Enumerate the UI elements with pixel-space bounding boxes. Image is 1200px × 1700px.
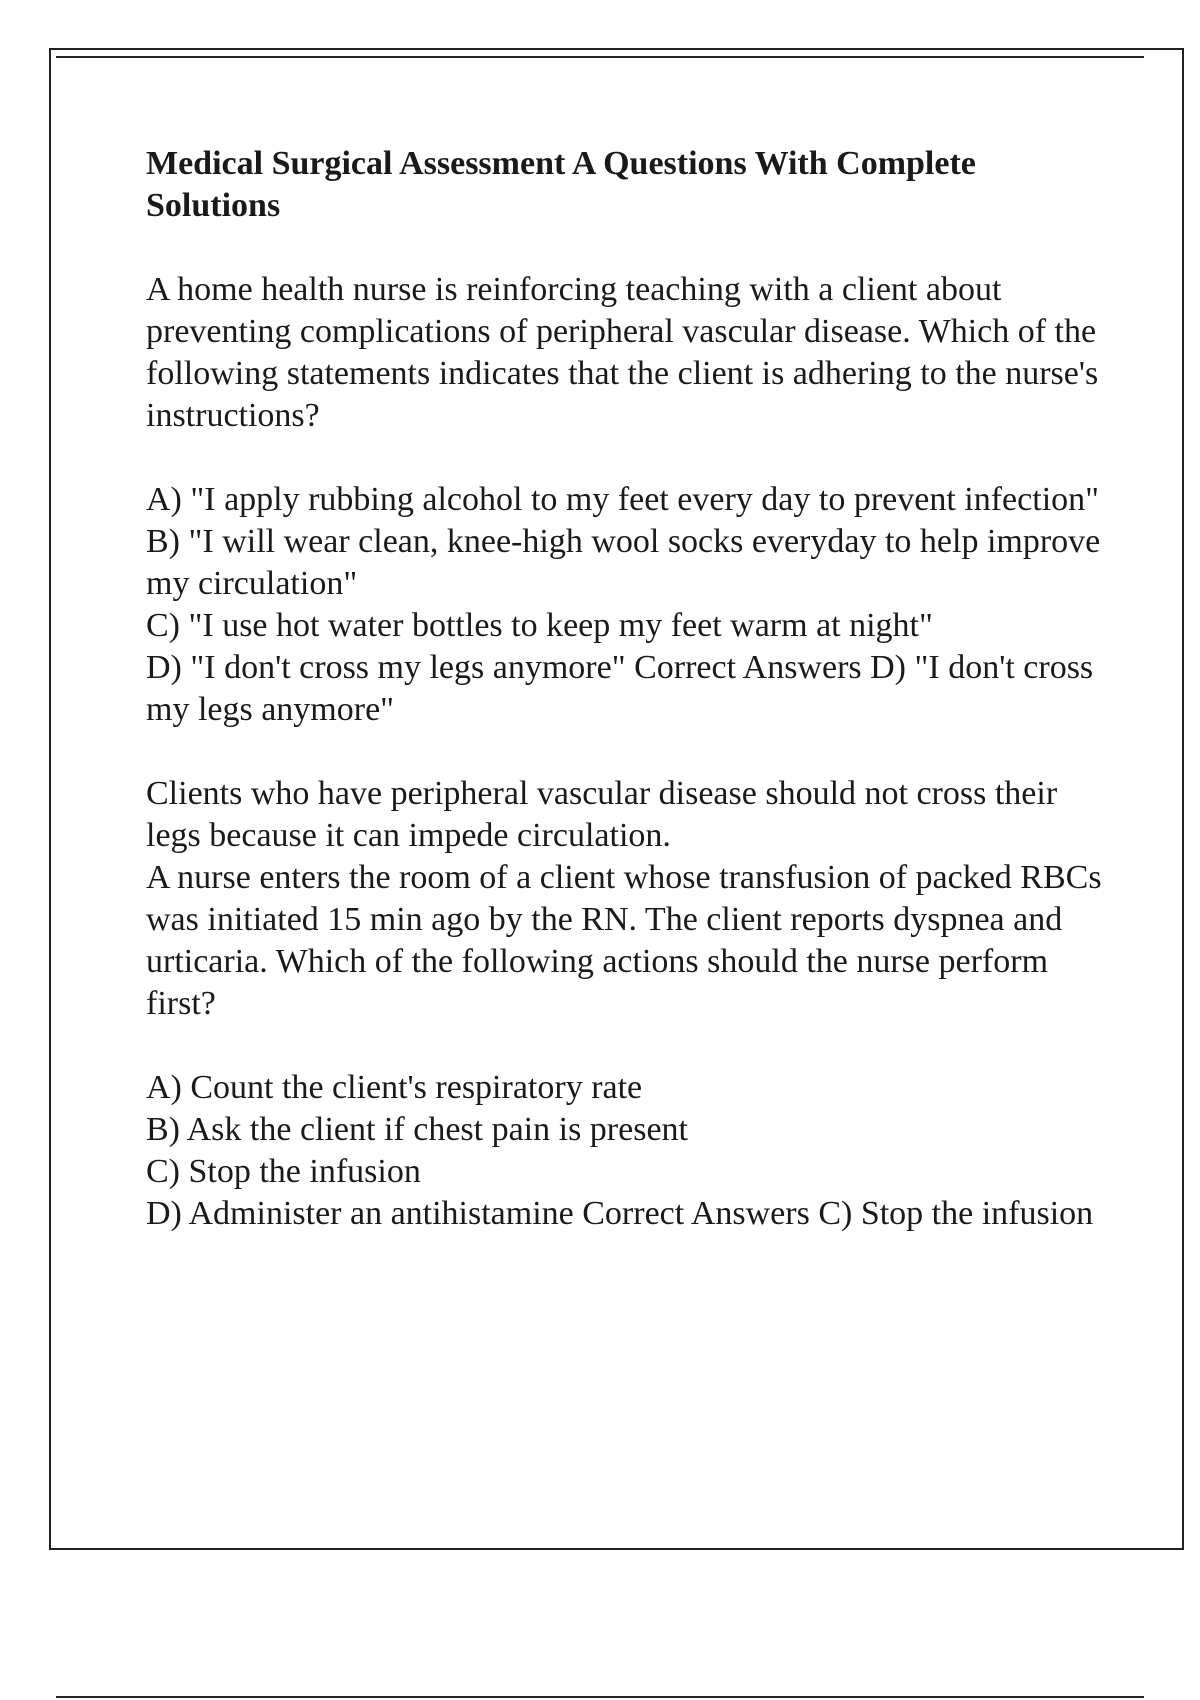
answer-option-d-with-correct-answer: D) "I don't cross my legs anymore" Correct Answers D) "I don't cross my legs anymore"	[146, 649, 1094, 728]
question-2	[146, 857, 1106, 1235]
answer-option-d-with-correct-answer: D) Administer an antihistamine Correct Answers C) Stop the infusion	[146, 1195, 1094, 1232]
question-1	[146, 269, 1106, 857]
answer-option-c: C) "I use hot water bottles to keep my feet warm at night"	[146, 607, 933, 644]
document-body	[146, 143, 1106, 1235]
answer-option-a: A) Count the client's respiratory rate	[146, 1069, 643, 1106]
answer-option-c: C) Stop the infusion	[146, 1153, 421, 1190]
answer-option-b: B) "I will wear clean, knee-high wool socks everyday to help improve my circulation"	[146, 523, 1101, 602]
top-rule	[56, 56, 1144, 58]
question-stem: A nurse enters the room of a client whose transfusion of packed RBCs was initiated 15 min ago by the RN. The client reports dyspnea and urticaria. Which of the following actions should the nurse perform first?	[146, 859, 1102, 1022]
answer-option-b: B) Ask the client if chest pain is present	[146, 1111, 688, 1148]
rationale: Clients who have peripheral vascular disease should not cross their legs because it can impede circulation.	[146, 775, 1058, 854]
answer-option-a: A) "I apply rubbing alcohol to my feet every day to prevent infection"	[146, 481, 1100, 518]
question-stem: A home health nurse is reinforcing teaching with a client about preventing complications of peripheral vascular disease. Which of the following statements indicates that the client is adhering to the nurse's instructions?	[146, 271, 1099, 434]
document-title: Medical Surgical Assessment A Questions With Complete Solutions	[146, 145, 976, 224]
bottom-rule	[56, 1696, 1144, 1698]
